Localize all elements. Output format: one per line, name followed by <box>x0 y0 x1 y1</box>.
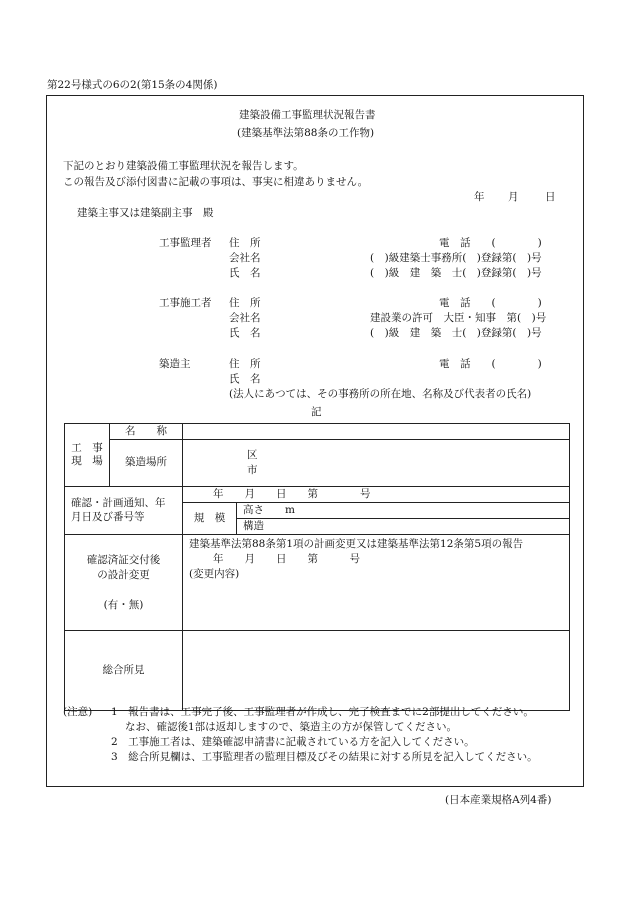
supervisor-address-label: 住 所 <box>229 237 261 249</box>
change-content-label: (変更内容) <box>189 568 240 581</box>
details-table <box>64 423 570 711</box>
supervisor-heading: 工事監理者 <box>159 237 212 249</box>
contractor-name-reg: ( )級 建 築 士( )登録第( )号 <box>370 327 542 339</box>
site-name-label: 名 称 <box>110 424 183 440</box>
builder-phone: 電 話 ( ) <box>439 358 542 370</box>
date-month: 月 <box>508 191 519 203</box>
site-name-value[interactable] <box>183 424 570 440</box>
height-field[interactable]: 高さ m <box>237 503 570 519</box>
supervisor-name-reg: ( )級 建 築 士( )登録第( )号 <box>370 267 542 279</box>
form-id: 第22号様式の6の2(第15条の4関係) <box>47 79 218 91</box>
contractor-company-label: 会社名 <box>229 312 261 324</box>
notes-label: (注意) <box>63 706 93 718</box>
contractor-phone: 電 話 ( ) <box>439 297 542 309</box>
addressee: 建築主事又は建築副主事 殿 <box>77 207 214 219</box>
change-label-cell <box>65 535 183 631</box>
site-location-label: 築造場所 <box>110 440 183 487</box>
change-date: 年 月 日 第 号 <box>213 553 360 566</box>
ki-heading: 記 <box>311 406 322 418</box>
overall-value[interactable] <box>183 631 570 711</box>
contractor-company-reg: 建設業の許可 大臣・知事 第( )号 <box>370 312 547 324</box>
change-report: 建築基準法第88条第1項の計画変更又は建築基準法第12条第5項の報告 <box>189 538 524 550</box>
date-day: 日 <box>545 191 556 203</box>
builder-name-label: 氏 名 <box>229 373 261 385</box>
supervisor-name-label: 氏 名 <box>229 267 261 279</box>
intro-line-1: 下記のとおり建築設備工事監理状況を報告します。 <box>63 160 304 172</box>
ku-label: 区 <box>247 449 258 462</box>
contractor-address-label: 住 所 <box>229 297 261 309</box>
note-1: 1 報告書は、工事完了後、工事監理者が作成し、完了検査までに2部提出してください。 <box>111 706 534 718</box>
change-yesno[interactable]: (有・無) <box>103 599 144 612</box>
builder-note: (法人にあつては、その事務所の所在地、名称及び代表者の氏名) <box>229 388 532 400</box>
confirm-date[interactable]: 年 月 日 第 号 <box>183 487 570 503</box>
shi-label: 市 <box>247 464 258 476</box>
supervisor-phone: 電 話 ( ) <box>439 237 542 249</box>
contractor-heading: 工事施工者 <box>159 297 212 309</box>
intro-line-2: この報告及び添付図書に記載の事項は、事実に相違ありません。 <box>63 176 369 188</box>
note-1b: なお、確認後1部は返却しますので、築造主の方が保管してください。 <box>125 721 457 733</box>
note-2: 2 工事施工者は、建築確認申請書に記載されている方を記入してください。 <box>111 736 475 748</box>
contractor-name-label: 氏 名 <box>229 327 261 339</box>
date-year: 年 <box>474 191 485 203</box>
builder-heading: 築造主 <box>159 358 191 370</box>
note-3: 3 総合所見欄は、工事監理者の監理目標及びその結果に対する所見を記入してください。 <box>111 751 538 763</box>
scale-label: 規 模 <box>183 503 237 535</box>
footer-standard: (日本産業規格A列4番) <box>445 794 552 806</box>
builder-address-label: 住 所 <box>229 358 261 370</box>
site-label: 工 事 現 場 <box>65 424 110 487</box>
site-location-value[interactable] <box>183 440 570 487</box>
page-subtitle: (建築基準法第88条の工作物) <box>237 127 375 139</box>
change-label: 確認済証交付後 の設計変更 <box>86 553 161 581</box>
supervisor-company-reg: ( )級建築士事務所( )登録第( )号 <box>370 252 542 264</box>
overall-label: 総合所見 <box>65 631 183 711</box>
confirm-label: 確認・計画通知、年 月日及び番号等 <box>65 487 183 535</box>
change-content-cell[interactable] <box>183 535 570 631</box>
page-title: 建築設備工事監理状況報告書 <box>239 109 376 121</box>
supervisor-company-label: 会社名 <box>229 252 261 264</box>
structure-field[interactable]: 構造 <box>237 519 570 535</box>
